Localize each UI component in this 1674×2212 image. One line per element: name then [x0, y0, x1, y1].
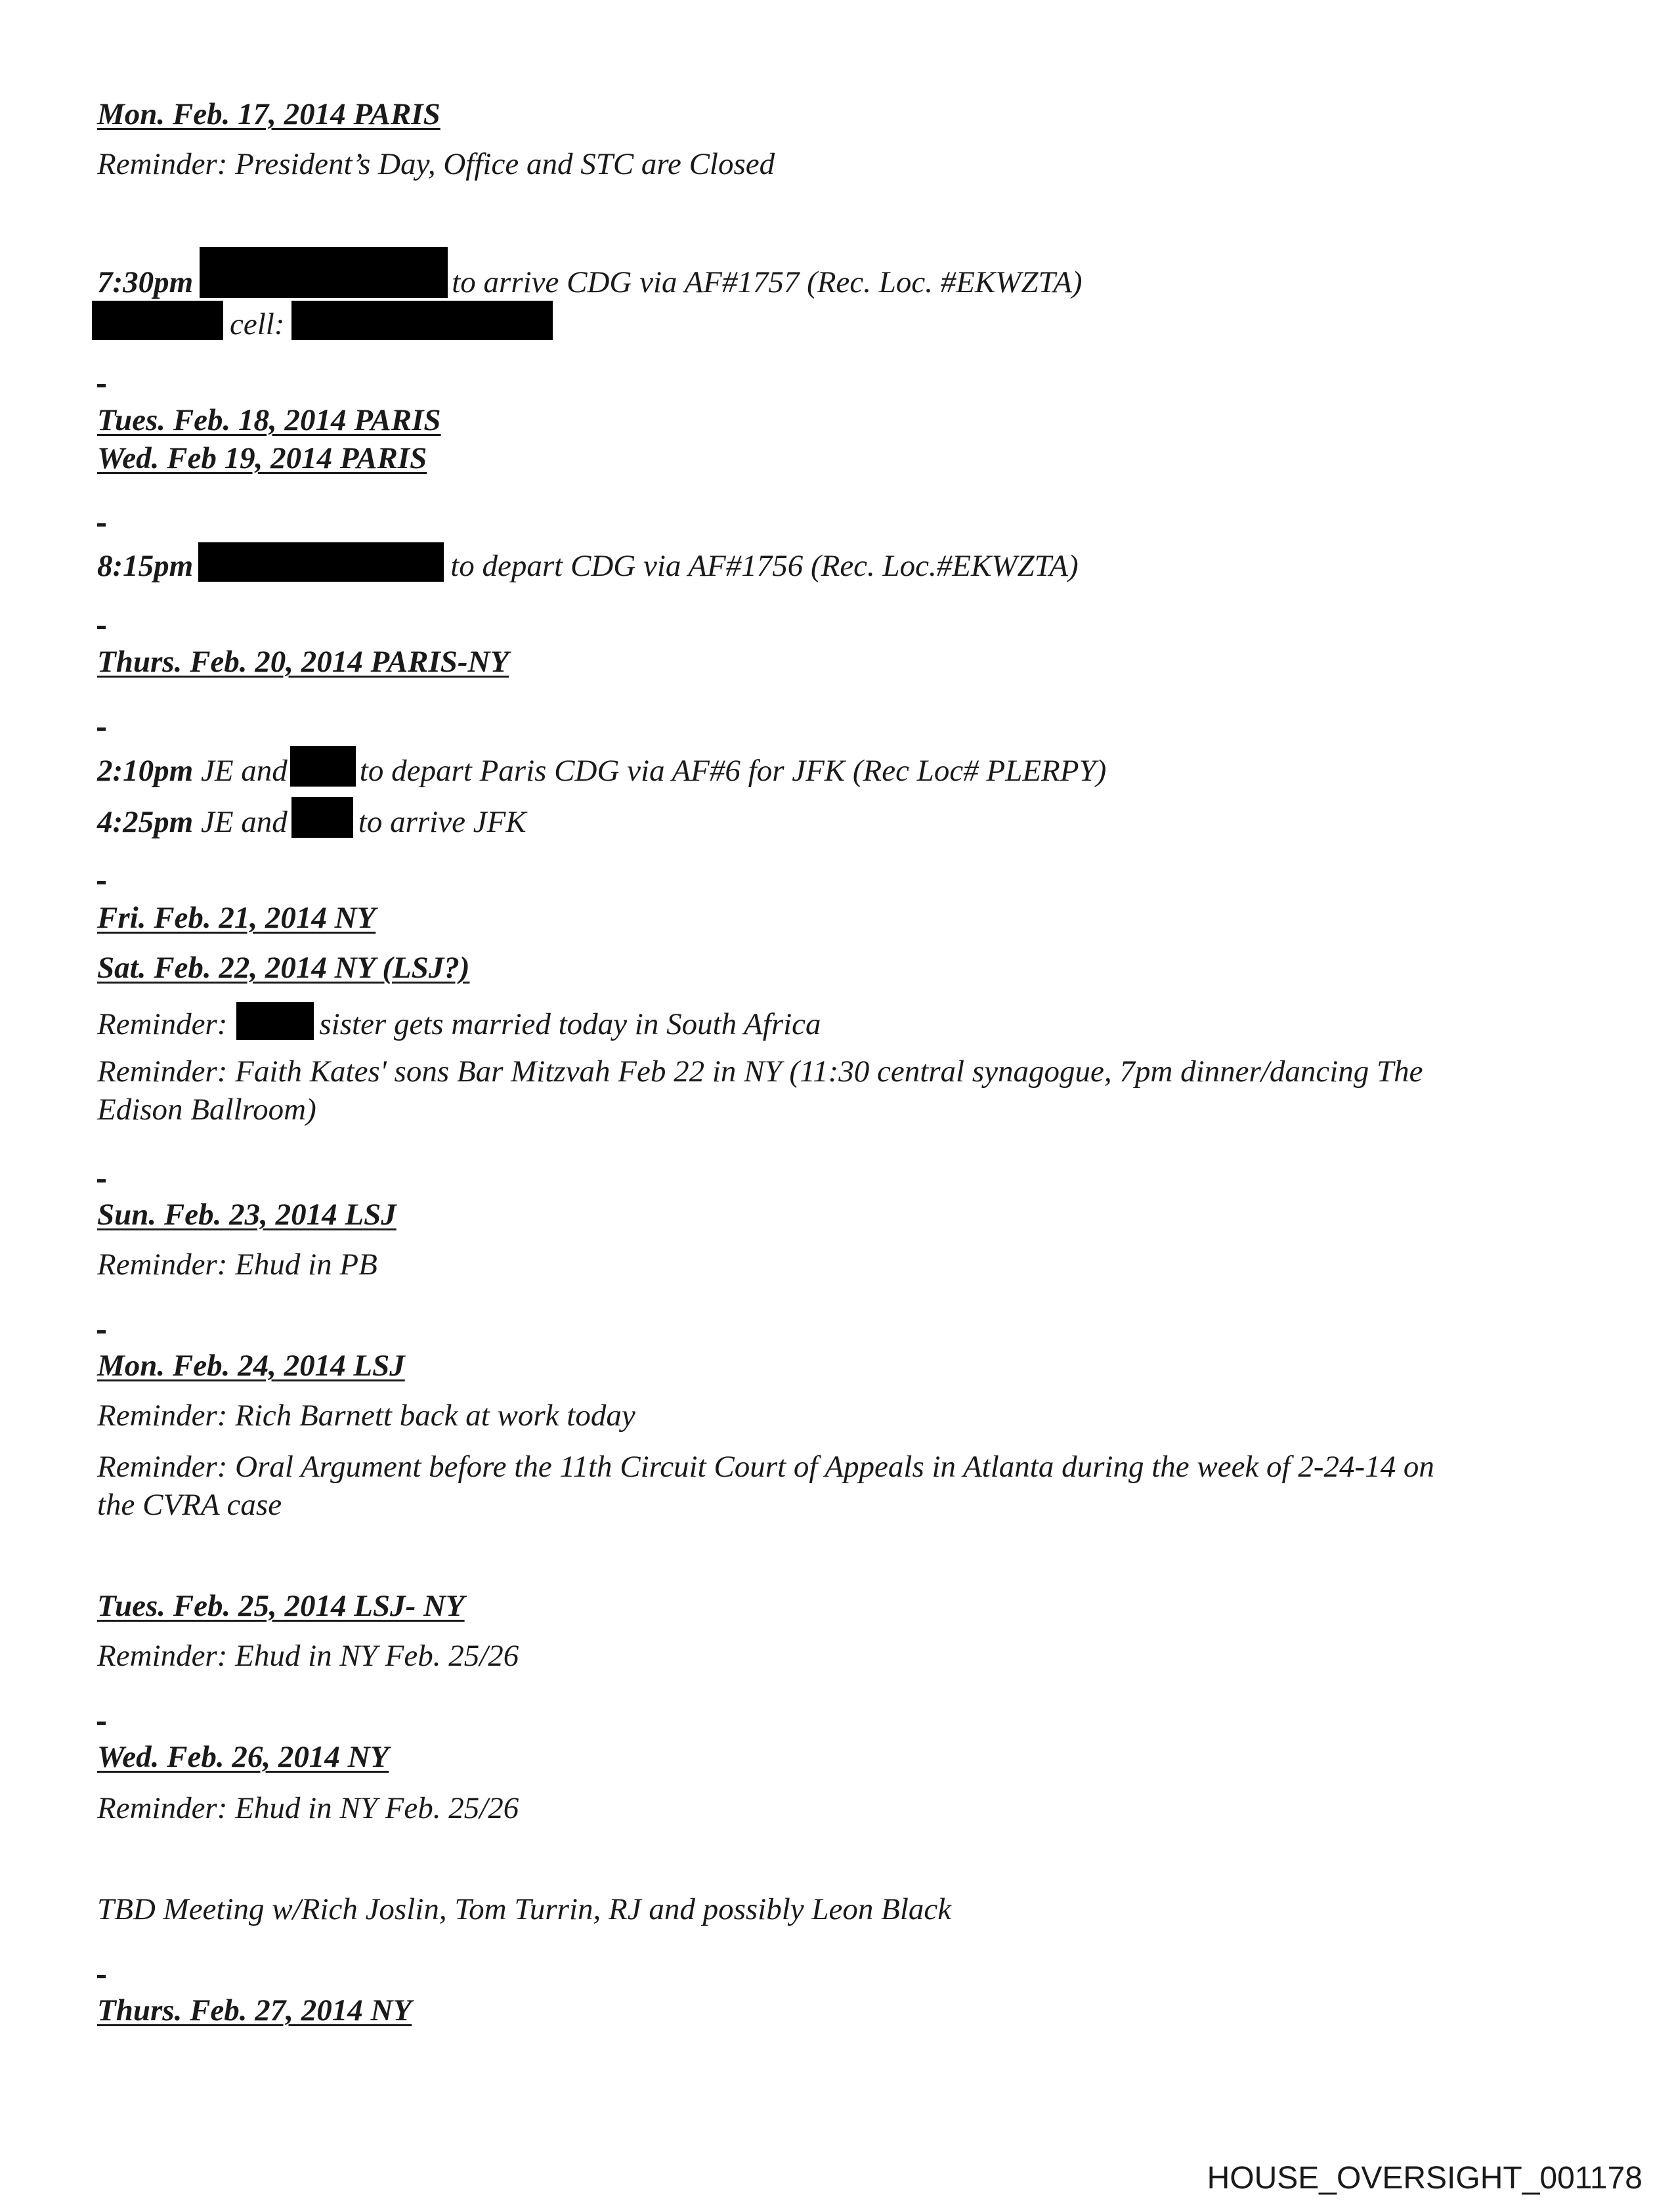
separator-dash [97, 626, 106, 629]
redaction-box [291, 301, 553, 340]
redaction-box [92, 301, 223, 340]
reminder-line: Reminder: Ehud in NY Feb. 25/26 [97, 1639, 519, 1673]
reminder-line: Reminder: Oral Argument before the 11th Circuit Court of Appeals in Atlanta during the week of 2-24-14 on [97, 1450, 1434, 1484]
itinerary-text: to depart Paris CDG via AF#6 for JFK (Rec Loc# PLERPY) [359, 754, 1107, 788]
reminder-label: Reminder: [97, 1007, 228, 1041]
separator-dash [97, 1975, 106, 1978]
separator-dash [97, 523, 106, 527]
reminder-line: Reminder: Rich Barnett back at work today [97, 1399, 635, 1433]
time-label: 2:10pm [97, 754, 194, 788]
date-heading: Tues. Feb. 25, 2014 LSJ- NY [97, 1589, 465, 1623]
date-heading: Tues. Feb. 18, 2014 PARIS [97, 403, 441, 437]
reminder-line: Edison Ballroom) [97, 1093, 316, 1127]
separator-dash [97, 727, 106, 731]
redaction-box [200, 247, 448, 298]
date-heading: Thurs. Feb. 20, 2014 PARIS-NY [97, 645, 509, 679]
reminder-line: Reminder: Faith Kates' sons Bar Mitzvah Feb 22 in NY (11:30 central synagogue, 7pm dinner/dancing The [97, 1054, 1423, 1089]
bates-number: HOUSE_OVERSIGHT_001178 [1207, 2161, 1642, 2196]
itinerary-text: JE and [200, 805, 288, 839]
itinerary-text: JE and [200, 754, 288, 788]
time-label: 4:25pm [97, 805, 194, 839]
separator-dash [97, 1330, 106, 1334]
reminder-line: the CVRA case [97, 1488, 282, 1522]
contact-line [92, 301, 553, 343]
time-label: 8:15pm [97, 549, 194, 583]
separator-dash [97, 384, 106, 387]
reminder-line: Reminder: Ehud in NY Feb. 25/26 [97, 1791, 519, 1825]
reminder-text: sister gets married today in South Africa [319, 1007, 821, 1041]
date-heading: Sat. Feb. 22, 2014 NY (LSJ?) [97, 951, 470, 985]
meeting-line: TBD Meeting w/Rich Joslin, Tom Turrin, RJ and possibly Leon Black [97, 1892, 952, 1926]
redaction-box [236, 1002, 314, 1040]
time-label: 7:30pm [97, 265, 194, 299]
itinerary-text: to arrive CDG via AF#1757 (Rec. Loc. #EKWZTA) [452, 265, 1083, 299]
date-heading: Wed. Feb 19, 2014 PARIS [97, 441, 427, 475]
separator-dash [97, 881, 106, 884]
date-heading: Sun. Feb. 23, 2014 LSJ [97, 1198, 397, 1232]
reminder-line: Reminder: Ehud in PB [97, 1247, 377, 1282]
itinerary-text: to arrive JFK [358, 805, 526, 839]
itinerary-line [97, 247, 1083, 301]
reminder-line [97, 1002, 821, 1043]
itinerary-text: to depart CDG via AF#1756 (Rec. Loc.#EKWZTA) [450, 549, 1079, 583]
date-heading: Wed. Feb. 26, 2014 NY [97, 1740, 389, 1774]
itinerary-line [97, 746, 1106, 789]
cell-label: cell: [230, 307, 285, 341]
separator-dash [97, 1179, 106, 1182]
itinerary-line [97, 797, 526, 840]
redaction-box [291, 797, 353, 838]
redaction-box [198, 542, 444, 582]
separator-dash [97, 1722, 106, 1725]
itinerary-line [97, 542, 1079, 584]
reminder-line: Reminder: President’s Day, Office and STC are Closed [97, 147, 775, 181]
date-heading: Fri. Feb. 21, 2014 NY [97, 901, 376, 935]
date-heading: Mon. Feb. 24, 2014 LSJ [97, 1349, 405, 1383]
date-heading: Mon. Feb. 17, 2014 PARIS [97, 97, 440, 131]
redaction-box [290, 746, 356, 787]
date-heading: Thurs. Feb. 27, 2014 NY [97, 1993, 412, 2028]
